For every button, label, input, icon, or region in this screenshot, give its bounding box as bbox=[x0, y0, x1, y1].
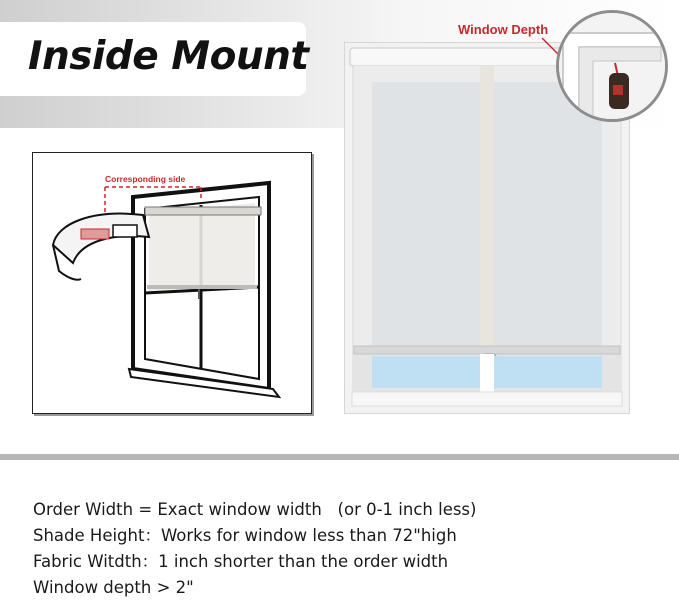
shade-fabric bbox=[149, 203, 255, 291]
shade-bottom-rail bbox=[354, 346, 620, 354]
shade-center-seam bbox=[480, 66, 494, 350]
spec-window-depth: Window depth > 2" bbox=[33, 578, 194, 597]
section-divider bbox=[0, 454, 679, 460]
bracket-clip bbox=[113, 225, 137, 237]
window-sketch bbox=[33, 153, 311, 413]
lower-glass-left bbox=[372, 356, 480, 388]
size-specs bbox=[33, 497, 476, 601]
shade-right-sheer bbox=[494, 82, 602, 348]
roller-tube bbox=[145, 207, 261, 215]
depth-measure-illustration bbox=[559, 13, 665, 119]
window-depth-label: Window Depth bbox=[458, 22, 549, 37]
photo-window-sill bbox=[352, 392, 622, 406]
spec-shade-height: Shade Height：Works for window less than 72"high bbox=[33, 526, 457, 545]
lower-glass-right bbox=[494, 356, 602, 388]
window-center-post bbox=[480, 354, 494, 394]
callout-label: Corresponding side bbox=[105, 174, 186, 184]
bracket-highlight bbox=[81, 229, 109, 239]
depth-zoom-inset bbox=[556, 10, 668, 122]
spec-order-width: Order Width = Exact window width (or 0-1 inch less) bbox=[33, 500, 477, 519]
spec-fabric-width: Fabric Witdth：1 inch shorter than the order width bbox=[33, 552, 449, 571]
page-title: Inside Mount bbox=[28, 34, 309, 79]
shade-left-sheer bbox=[372, 82, 480, 348]
mount-diagram bbox=[32, 152, 312, 414]
tape-measure bbox=[613, 85, 623, 95]
bottom-rail bbox=[147, 285, 257, 289]
